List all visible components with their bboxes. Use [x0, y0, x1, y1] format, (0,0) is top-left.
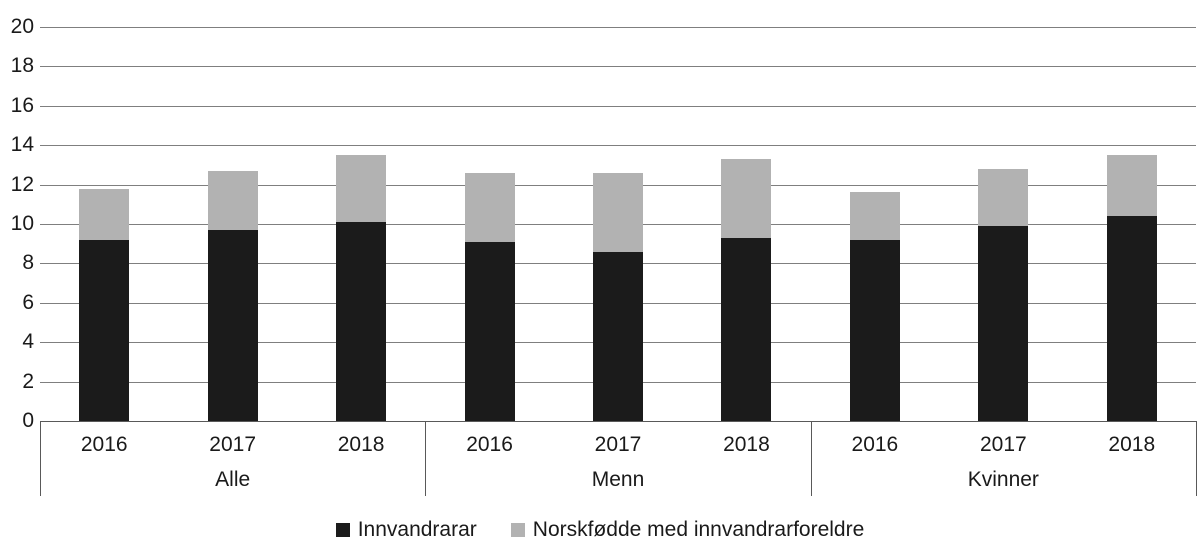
y-axis-tick-label: 14 [10, 133, 34, 157]
gridline [40, 106, 1196, 107]
legend-label-norskfodde: Norskfødde med innvandrarforeldre [532, 518, 865, 541]
bar-segment-innvandrarar-kvinner-2016 [850, 240, 900, 421]
y-axis-tick-label: 2 [22, 369, 34, 393]
category-separator [425, 421, 426, 496]
bar-segment-innvandrarar-alle-2017 [208, 230, 258, 421]
x-axis-year-label: 2017 [979, 433, 1027, 456]
x-axis-year-label: 2016 [80, 433, 128, 456]
legend-swatch-norskfodde-icon [511, 523, 525, 537]
bar-segment-innvandrarar-kvinner-2018 [1107, 216, 1157, 421]
bar-segment-norskfodde-menn-2017 [593, 173, 643, 252]
x-axis-year-label: 2017 [594, 433, 642, 456]
gridline [40, 66, 1196, 67]
bar-segment-norskfodde-kvinner-2016 [850, 192, 900, 239]
y-axis-tick-label: 10 [10, 212, 34, 235]
gridline [40, 27, 1196, 28]
bar-segment-norskfodde-alle-2017 [208, 171, 258, 230]
bar-segment-innvandrarar-menn-2017 [593, 252, 643, 421]
x-axis-group-label-menn: Menn [591, 468, 645, 491]
x-axis-group-label-alle: Alle [215, 468, 251, 491]
category-separator [811, 421, 812, 496]
gridline [40, 145, 1196, 146]
category-separator [40, 421, 41, 496]
bar-segment-norskfodde-menn-2018 [721, 159, 771, 238]
x-axis-year-label: 2018 [337, 433, 385, 456]
category-separator [1196, 421, 1197, 496]
bar-segment-innvandrarar-menn-2016 [465, 242, 515, 421]
x-axis-group-label-kvinner: Kvinner [967, 468, 1039, 491]
bar-segment-innvandrarar-alle-2018 [336, 222, 386, 421]
bar-segment-norskfodde-alle-2018 [336, 155, 386, 222]
x-axis-line [40, 421, 1196, 422]
bar-segment-norskfodde-kvinner-2017 [978, 169, 1028, 226]
bar-segment-innvandrarar-kvinner-2017 [978, 226, 1028, 421]
y-axis-tick-label: 16 [10, 93, 34, 117]
bar-segment-innvandrarar-alle-2016 [79, 240, 129, 421]
y-axis-tick-label: 20 [10, 15, 34, 38]
y-axis-tick-label: 18 [10, 54, 34, 78]
legend-swatch-innvandrarar-icon [336, 523, 350, 537]
x-axis-year-label: 2016 [851, 433, 899, 456]
chart-legend [0, 518, 1200, 542]
y-axis-tick-label: 8 [22, 251, 34, 275]
y-axis-tick-label: 0 [22, 409, 34, 432]
bar-segment-norskfodde-alle-2016 [79, 189, 129, 240]
bar-segment-norskfodde-kvinner-2018 [1107, 155, 1157, 216]
x-axis-year-label: 2018 [1108, 433, 1156, 456]
legend-item-norskfodde [511, 518, 865, 542]
legend-label-innvandrarar: Innvandrarar [357, 518, 477, 541]
y-axis-tick-label: 4 [22, 330, 34, 354]
y-axis-tick-label: 12 [10, 172, 34, 196]
bar-segment-norskfodde-menn-2016 [465, 173, 515, 242]
x-axis-year-label: 2017 [209, 433, 257, 456]
y-axis-tick-label: 6 [22, 290, 34, 314]
bar-segment-innvandrarar-menn-2018 [721, 238, 771, 421]
x-axis-year-label: 2016 [466, 433, 513, 456]
legend-item-innvandrarar [336, 518, 477, 542]
x-axis-year-label: 2018 [723, 433, 770, 456]
